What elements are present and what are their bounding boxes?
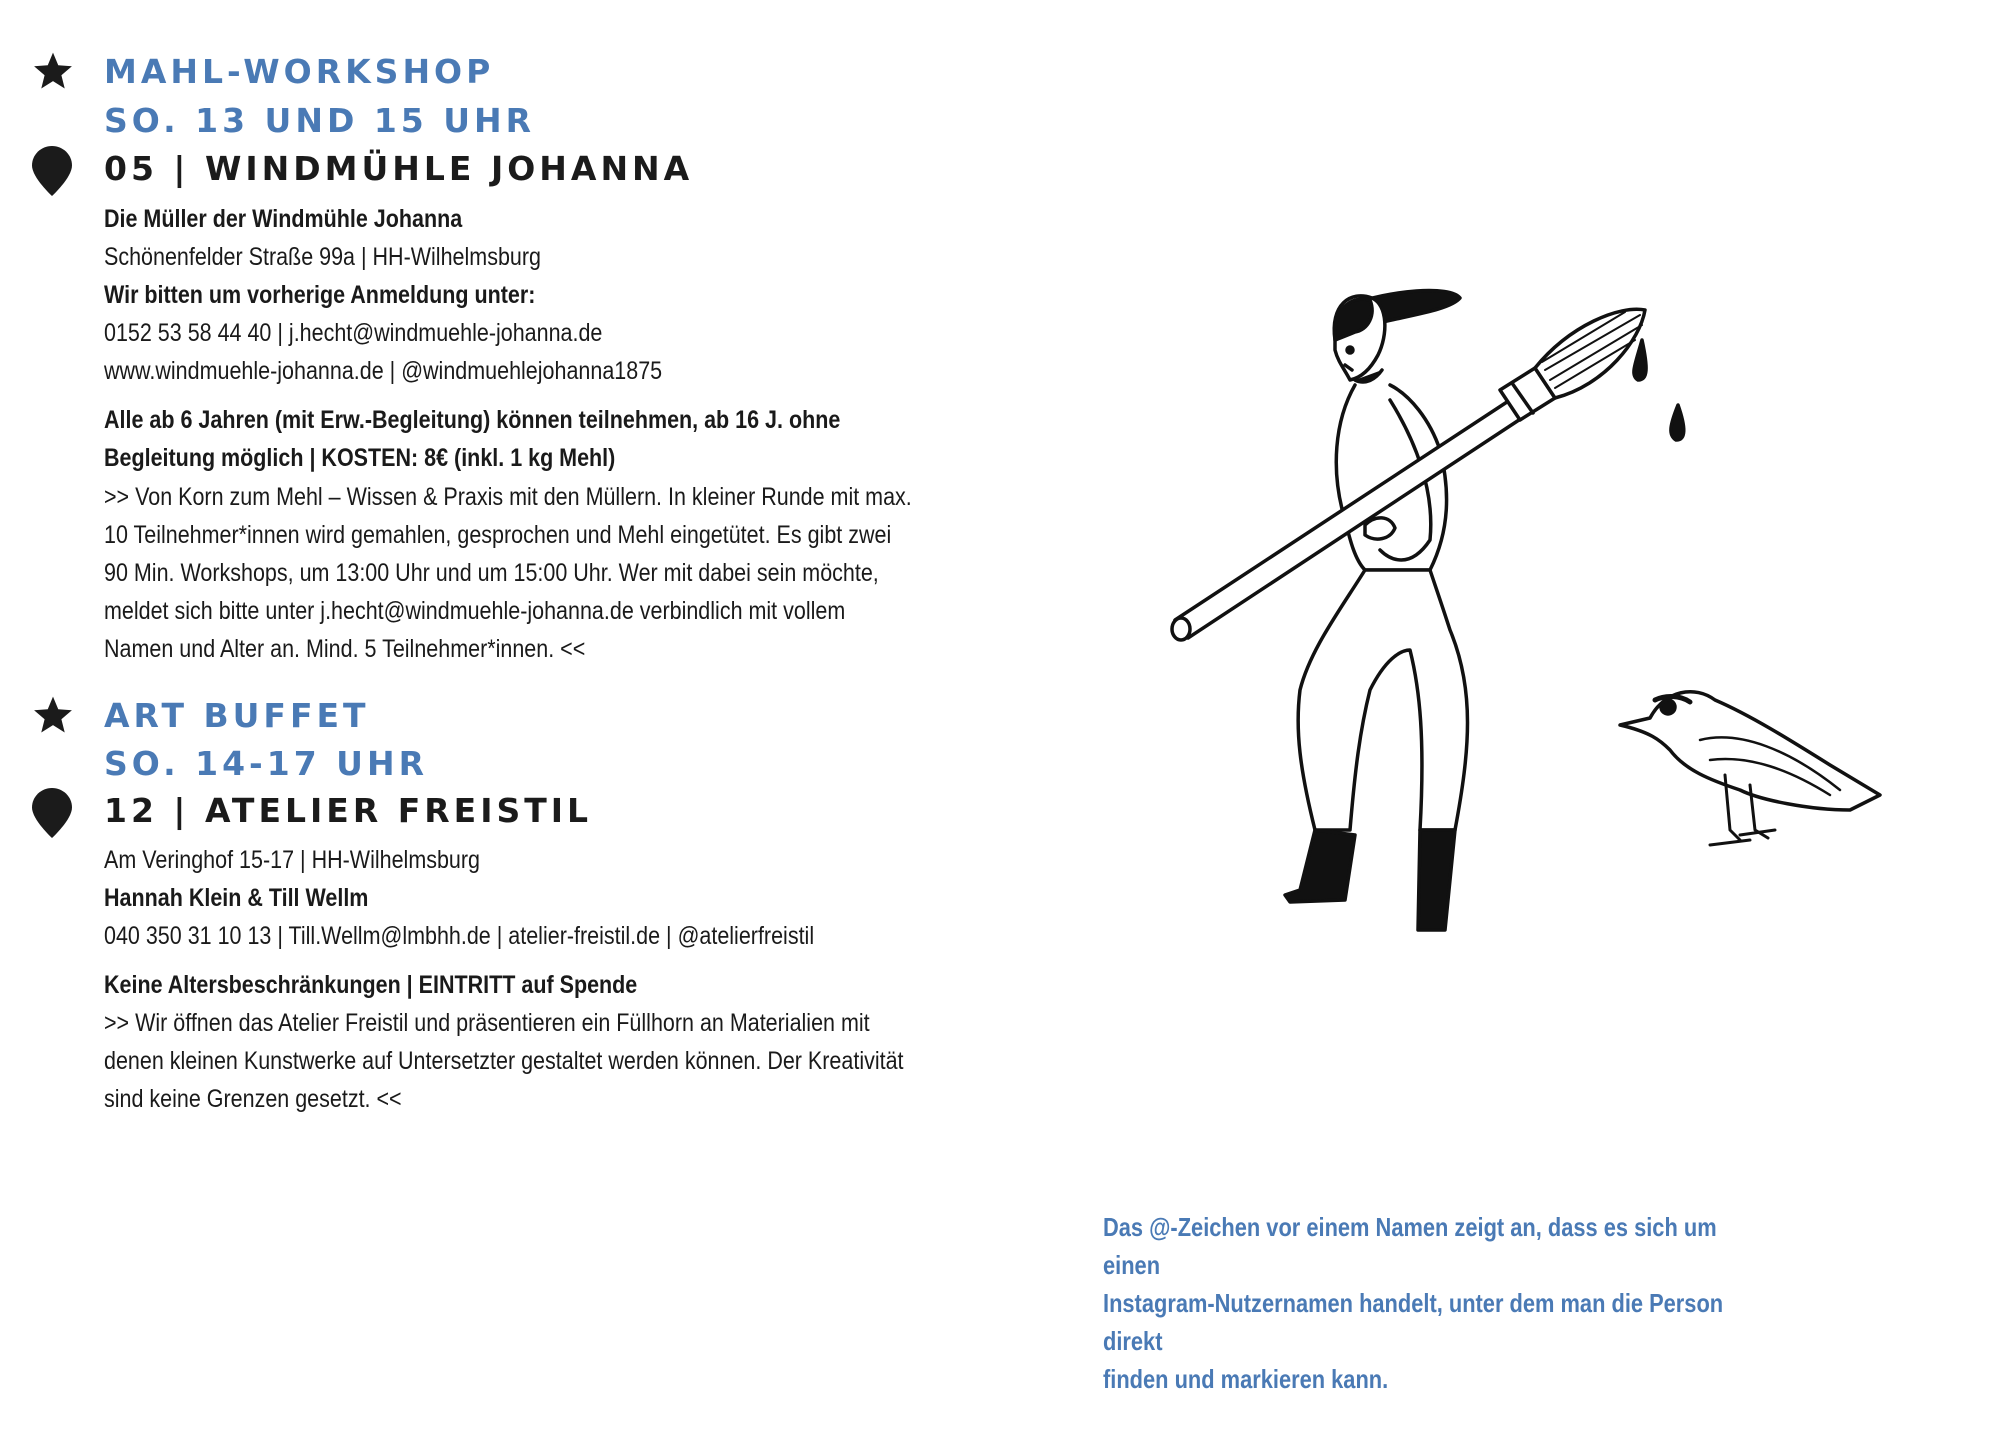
note-line: Das @-Zeichen vor einem Namen zeigt an, dass es sich um einen — [1103, 1212, 1717, 1280]
description-line: >> Von Korn zum Mehl – Wissen & Praxis mit den Müllern. In kleiner Runde mit max. — [104, 483, 912, 511]
map-pin-icon — [32, 146, 72, 196]
map-pin-icon — [32, 788, 72, 838]
description-line: 90 Min. Workshops, um 13:00 Uhr und um 15:00 Uhr. Wer mit dabei sein möchte, — [104, 559, 879, 587]
event-time: SO. 14-17 UHR — [104, 744, 428, 783]
contact-line: www.windmuehle-johanna.de | @windmuehlejohanna1875 — [104, 357, 663, 385]
contact-line: 0152 53 58 44 40 | j.hecht@windmuehle-johanna.de — [104, 319, 603, 347]
description-line: meldet sich bitte unter j.hecht@windmuehle-johanna.de verbindlich mit vollem — [104, 597, 846, 625]
star-icon — [32, 694, 74, 736]
conditions-line: Keine Altersbeschränkungen | EINTRITT auf Spende — [104, 971, 638, 999]
instagram-note — [1103, 1208, 1775, 1398]
contact-line: 040 350 31 10 13 | Till.Wellm@lmbhh.de | atelier-freistil.de | @atelierfreistil — [104, 922, 815, 950]
illustration-painter-and-bird — [1150, 270, 1950, 970]
note-line: Instagram-Nutzernamen handelt, unter dem man die Person direkt — [1103, 1288, 1724, 1356]
description-line: denen kleinen Kunstwerke auf Untersetzter gestaltet werden können. Der Kreativität — [104, 1047, 904, 1075]
description-line: sind keine Grenzen gesetzt. << — [104, 1085, 402, 1113]
conditions-line: Begleitung möglich | KOSTEN: 8€ (inkl. 1 kg Mehl) — [104, 444, 616, 472]
event-location: 12 | ATELIER FREISTIL — [104, 791, 593, 830]
bird — [1620, 692, 1880, 845]
description-line: Namen und Alter an. Mind. 5 Teilnehmer*innen. << — [104, 635, 586, 663]
registration-label: Wir bitten um vorherige Anmeldung unter: — [104, 281, 536, 309]
event-title: MAHL-WORKSHOP — [104, 52, 495, 91]
event-title: ART BUFFET — [104, 696, 370, 735]
conditions-line: Alle ab 6 Jahren (mit Erw.-Begleitung) können teilnehmen, ab 16 J. ohne — [104, 406, 841, 434]
event-time: SO. 13 UND 15 UHR — [104, 101, 536, 140]
description-line: >> Wir öffnen das Atelier Freistil und präsentieren ein Füllhorn an Materialien mit — [104, 1009, 870, 1037]
note-line: finden und markieren kann. — [1103, 1364, 1389, 1394]
event-address: Am Veringhof 15-17 | HH-Wilhelmsburg — [104, 846, 481, 874]
event-location: 05 | WINDMÜHLE JOHANNA — [104, 149, 694, 188]
description-line: 10 Teilnehmer*innen wird gemahlen, gesprochen und Mehl eingetütet. Es gibt zwei — [104, 521, 892, 549]
event-host: Hannah Klein & Till Wellm — [104, 884, 369, 912]
event-address: Schönenfelder Straße 99a | HH-Wilhelmsburg — [104, 243, 541, 271]
event-host: Die Müller der Windmühle Johanna — [104, 205, 463, 233]
star-icon — [32, 50, 74, 92]
